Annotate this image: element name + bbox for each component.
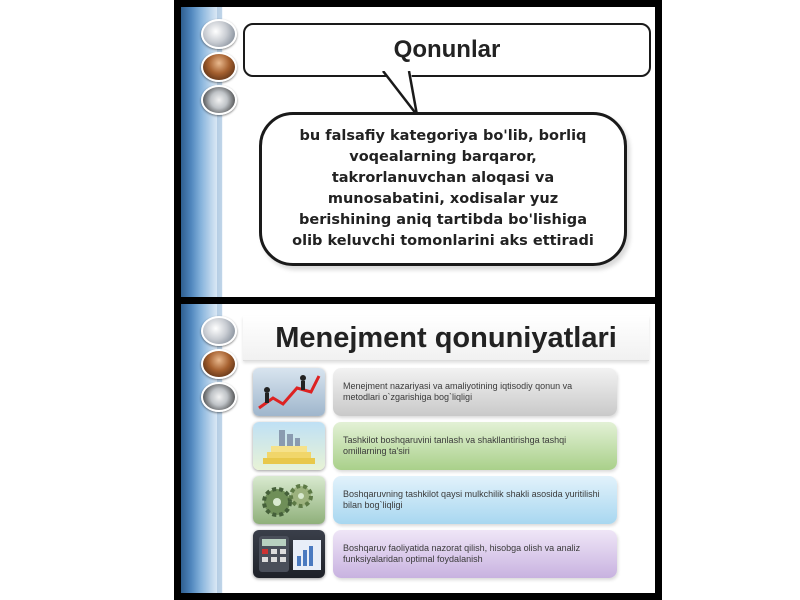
globe-icon: [201, 316, 237, 346]
side-stripe-accent: [217, 304, 222, 593]
law-card: Menejment nazariyasi va amaliyotining iqtisodiy qonun va metodlari o`zgarishiga bog`liqligi: [333, 368, 617, 416]
list-item: [253, 422, 617, 470]
law-card: Boshqaruvning tashkilot qaysi mulkchilik shakli asosida yuritilishi bilan bog`liqligi: [333, 476, 617, 524]
list-item: [253, 368, 617, 416]
slide-menejment: [181, 304, 655, 593]
slide-qonunlar: [181, 7, 655, 297]
definition-line: munosabatini, xodisalar yuz: [327, 191, 559, 207]
definition-line: olib keluvchi tomonlarini aks ettiradi: [292, 233, 594, 249]
definition-line: bu falsafiy kategoriya bo'lib, borliq: [299, 128, 587, 144]
runner-icon: [201, 85, 237, 115]
slide-title: Qonunlar: [243, 23, 651, 77]
building-icon: [253, 422, 325, 470]
runner-icon: [201, 382, 237, 412]
list-item: [253, 530, 617, 578]
law-card: Boshqaruv faoliyatida nazorat qilish, hisobga olish va analiz funksiyalaridan optimal foydalanish: [333, 530, 617, 578]
calculator-icon: [253, 530, 325, 578]
business-growth-icon: [253, 368, 325, 416]
definition-bubble: [259, 112, 627, 266]
definition-text: [292, 126, 594, 252]
person-icon: [201, 349, 237, 379]
list-item: [253, 476, 617, 524]
person-icon: [201, 52, 237, 82]
slide-title: Menejment qonuniyatlari: [243, 316, 649, 361]
definition-line: voqealarning barqaror,: [349, 149, 537, 165]
speech-bubble-tail: [381, 71, 421, 117]
side-stripe-accent: [217, 7, 222, 297]
definition-line: takrorlanuvchan aloqasi va: [331, 170, 555, 186]
law-card: Tashkilot boshqaruvini tanlash va shakllantirishga tashqi omillarning ta'siri: [333, 422, 617, 470]
globe-icon: [201, 19, 237, 49]
definition-line: berishining aniq tartibda bo'lishiga: [299, 212, 587, 228]
gears-icon: [253, 476, 325, 524]
